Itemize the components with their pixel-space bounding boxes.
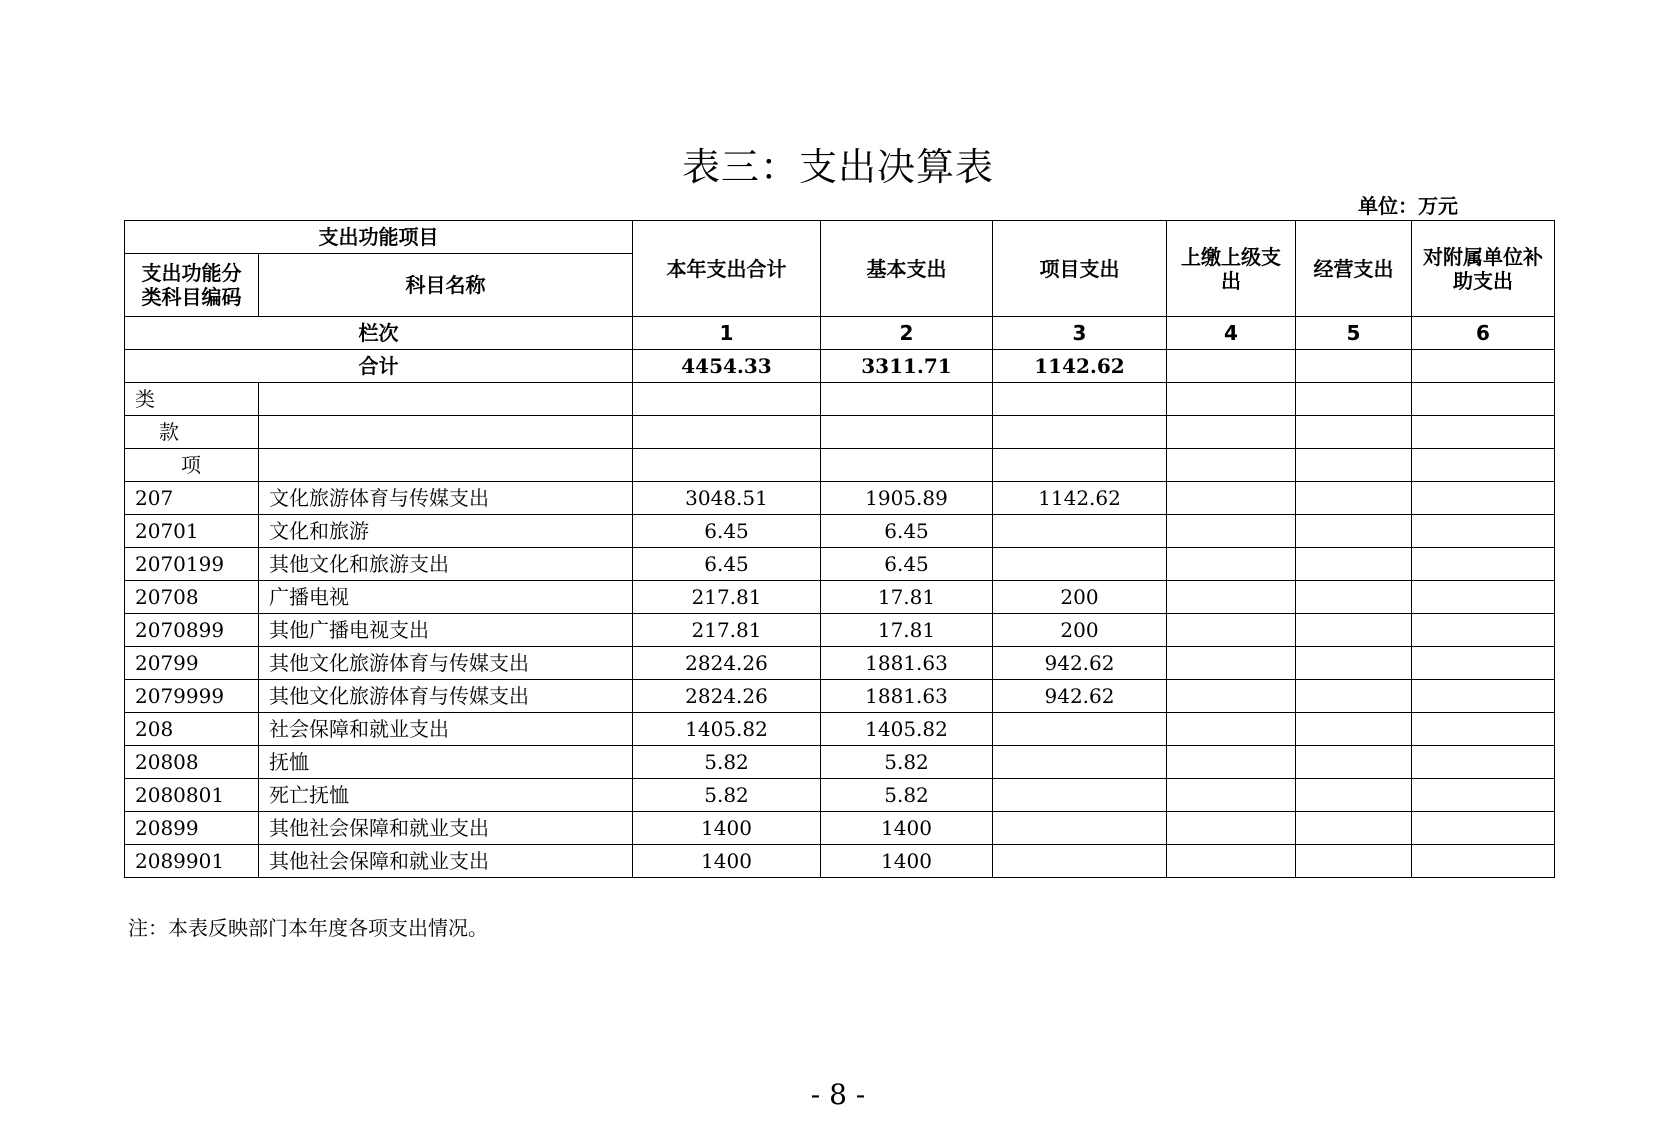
row-c4 (1167, 548, 1296, 581)
row-c3 (993, 515, 1167, 548)
row-name: 抚恤 (259, 746, 633, 779)
row-c5 (1296, 647, 1412, 680)
row-c3 (993, 746, 1167, 779)
row-code: 20899 (125, 812, 259, 845)
row-c3 (993, 812, 1167, 845)
row-c1: 3048.51 (633, 482, 821, 515)
row-c3 (993, 779, 1167, 812)
total-label: 合计 (125, 350, 633, 383)
row-name: 其他社会保障和就业支出 (259, 812, 633, 845)
row-code: 208 (125, 713, 259, 746)
row-c1: 2824.26 (633, 680, 821, 713)
total-row (125, 350, 1555, 383)
header-col5: 经营支出 (1296, 221, 1412, 317)
level-row-lei (125, 383, 1555, 416)
header-group: 支出功能项目 (125, 221, 633, 254)
row-c4 (1167, 713, 1296, 746)
expenditure-table (124, 220, 1555, 878)
row-c2: 1905.89 (821, 482, 993, 515)
header-col1: 本年支出合计 (633, 221, 821, 317)
row-code: 2079999 (125, 680, 259, 713)
row-c6 (1412, 845, 1555, 878)
row-c2: 5.82 (821, 746, 993, 779)
row-c1: 2824.26 (633, 647, 821, 680)
unit-label: 单位：万元 (1358, 194, 1458, 218)
row-c3: 200 (993, 614, 1167, 647)
row-code: 2089901 (125, 845, 259, 878)
row-c3 (993, 548, 1167, 581)
row-c3 (993, 713, 1167, 746)
row-c4 (1167, 647, 1296, 680)
table-row (125, 746, 1555, 779)
row-name: 其他广播电视支出 (259, 614, 633, 647)
row-c6 (1412, 680, 1555, 713)
total-c6 (1412, 350, 1555, 383)
row-c5 (1296, 713, 1412, 746)
row-name: 其他文化旅游体育与传媒支出 (259, 647, 633, 680)
row-c2: 1400 (821, 845, 993, 878)
row-c2: 17.81 (821, 581, 993, 614)
row-c4 (1167, 779, 1296, 812)
row-c6 (1412, 746, 1555, 779)
row-c2: 17.81 (821, 614, 993, 647)
row-code: 20708 (125, 581, 259, 614)
total-c2: 3311.71 (821, 350, 993, 383)
table-row (125, 482, 1555, 515)
row-c1: 6.45 (633, 548, 821, 581)
level-lei: 类 (125, 383, 259, 416)
index-c1: 1 (633, 317, 821, 350)
row-c1: 5.82 (633, 779, 821, 812)
level-row-kuan (125, 416, 1555, 449)
row-c5 (1296, 614, 1412, 647)
row-c5 (1296, 746, 1412, 779)
row-c1: 217.81 (633, 581, 821, 614)
total-c5 (1296, 350, 1412, 383)
row-name: 其他文化旅游体育与传媒支出 (259, 680, 633, 713)
row-c3 (993, 845, 1167, 878)
row-code: 20808 (125, 746, 259, 779)
row-c2: 5.82 (821, 779, 993, 812)
table-row (125, 845, 1555, 878)
row-c3: 942.62 (993, 647, 1167, 680)
row-code: 2070899 (125, 614, 259, 647)
index-c3: 3 (993, 317, 1167, 350)
row-c4 (1167, 845, 1296, 878)
row-c5 (1296, 581, 1412, 614)
header-col2: 基本支出 (821, 221, 993, 317)
row-c5 (1296, 680, 1412, 713)
total-c3: 1142.62 (993, 350, 1167, 383)
row-name: 广播电视 (259, 581, 633, 614)
row-c4 (1167, 746, 1296, 779)
row-c5 (1296, 515, 1412, 548)
row-code: 2070199 (125, 548, 259, 581)
row-name: 社会保障和就业支出 (259, 713, 633, 746)
row-c2: 6.45 (821, 548, 993, 581)
table-row (125, 515, 1555, 548)
row-c6 (1412, 482, 1555, 515)
level-xiang: 项 (125, 449, 259, 482)
header-code: 支出功能分类科目编码 (125, 254, 259, 317)
row-name: 其他社会保障和就业支出 (259, 845, 633, 878)
row-c1: 1400 (633, 812, 821, 845)
row-c2: 1400 (821, 812, 993, 845)
row-c4 (1167, 812, 1296, 845)
index-row (125, 317, 1555, 350)
row-c5 (1296, 845, 1412, 878)
row-code: 2080801 (125, 779, 259, 812)
index-c2: 2 (821, 317, 993, 350)
row-c4 (1167, 482, 1296, 515)
row-c1: 5.82 (633, 746, 821, 779)
row-c3: 942.62 (993, 680, 1167, 713)
level-row-xiang (125, 449, 1555, 482)
row-name: 文化旅游体育与传媒支出 (259, 482, 633, 515)
total-c4 (1167, 350, 1296, 383)
table-row (125, 647, 1555, 680)
table-row (125, 713, 1555, 746)
row-c4 (1167, 614, 1296, 647)
row-c5 (1296, 812, 1412, 845)
row-code: 207 (125, 482, 259, 515)
row-c6 (1412, 779, 1555, 812)
row-c6 (1412, 581, 1555, 614)
header-row-1 (125, 221, 1555, 254)
row-c4 (1167, 581, 1296, 614)
row-name: 死亡抚恤 (259, 779, 633, 812)
row-c5 (1296, 482, 1412, 515)
row-c6 (1412, 647, 1555, 680)
row-code: 20799 (125, 647, 259, 680)
row-c1: 6.45 (633, 515, 821, 548)
header-name: 科目名称 (259, 254, 633, 317)
header-col3: 项目支出 (993, 221, 1167, 317)
row-c6 (1412, 515, 1555, 548)
row-name: 文化和旅游 (259, 515, 633, 548)
row-c6 (1412, 548, 1555, 581)
row-c5 (1296, 548, 1412, 581)
row-code: 20701 (125, 515, 259, 548)
row-c6 (1412, 614, 1555, 647)
header-col4: 上缴上级支出 (1167, 221, 1296, 317)
page-number: - 8 - (810, 1078, 866, 1111)
row-c2: 6.45 (821, 515, 993, 548)
row-c3: 1142.62 (993, 482, 1167, 515)
index-label: 栏次 (125, 317, 633, 350)
row-c5 (1296, 779, 1412, 812)
footnote: 注：本表反映部门本年度各项支出情况。 (128, 916, 488, 940)
table-row (125, 812, 1555, 845)
row-c2: 1405.82 (821, 713, 993, 746)
level-kuan: 款 (125, 416, 259, 449)
table-row (125, 680, 1555, 713)
table-row (125, 779, 1555, 812)
row-name: 其他文化和旅游支出 (259, 548, 633, 581)
total-c1: 4454.33 (633, 350, 821, 383)
row-c6 (1412, 713, 1555, 746)
header-col6: 对附属单位补助支出 (1412, 221, 1555, 317)
row-c2: 1881.63 (821, 647, 993, 680)
table-row (125, 548, 1555, 581)
row-c4 (1167, 515, 1296, 548)
row-c1: 1400 (633, 845, 821, 878)
index-c4: 4 (1167, 317, 1296, 350)
row-c1: 1405.82 (633, 713, 821, 746)
table-row (125, 581, 1555, 614)
index-c5: 5 (1296, 317, 1412, 350)
row-c6 (1412, 812, 1555, 845)
index-c6: 6 (1412, 317, 1555, 350)
row-c3: 200 (993, 581, 1167, 614)
row-c2: 1881.63 (821, 680, 993, 713)
row-c1: 217.81 (633, 614, 821, 647)
page-title: 表三：支出决算表 (681, 145, 994, 189)
row-c4 (1167, 680, 1296, 713)
table-row (125, 614, 1555, 647)
